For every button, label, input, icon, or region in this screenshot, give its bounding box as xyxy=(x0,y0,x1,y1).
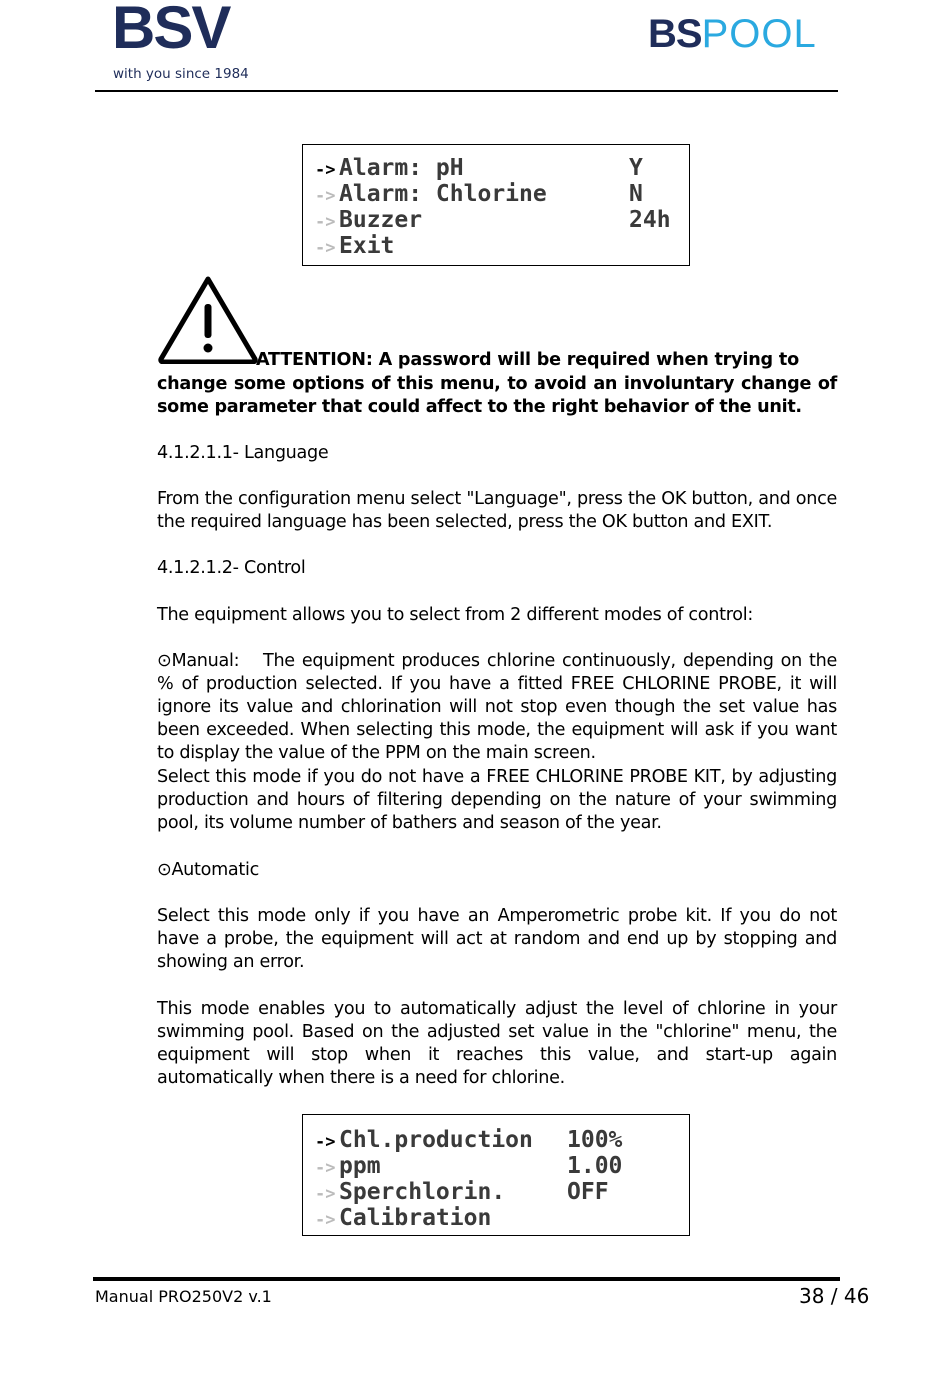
bsv-logo-text: BSV xyxy=(112,0,230,61)
warning-icon xyxy=(156,274,260,364)
footer-page-number: 38 / 46 xyxy=(799,1284,870,1308)
lcd-row-label: Calibration xyxy=(339,1205,492,1231)
attention-heading: ATTENTION: A password will be required when trying to xyxy=(256,350,799,370)
lcd-row-value: 100% xyxy=(567,1127,623,1153)
bspool-logo-pool: POOL xyxy=(701,12,817,56)
lcd-selector-arrow: -> xyxy=(315,1158,336,1178)
manual-mode-text: The equipment produces chlorine continuously, depending on the % of production selected. If you have a fitted FREE CHLORINE PROBE, it will ignore its value and chlorination will not stop even though the set value has been exceeded. When selecting this mode, the equipment will ask if you want to display the value of the PPM on the main screen. xyxy=(157,651,837,763)
lcd-row-label: ppm xyxy=(339,1153,381,1179)
manual-mode-label: ⊙Manual: xyxy=(157,651,240,671)
attention-text: change some options of this menu, to avoid an involuntary change of some parameter that could affect to the right behavior of the unit. xyxy=(157,374,837,417)
lcd-selector-arrow: -> xyxy=(315,1132,336,1152)
lcd-row xyxy=(315,1205,491,1231)
lcd-selector-arrow: -> xyxy=(315,186,336,206)
lcd-row xyxy=(315,1153,623,1179)
lcd-row-value: 1.00 xyxy=(567,1153,623,1179)
automatic-mode-text-2: This mode enables you to automatically adjust the level of chlorine in your swimming pool. Based on the adjusted set value in the "chlorine" menu, the equipment will stop when it reaches this value, and start-up again automatically when there is a need for chlorine. xyxy=(157,999,837,1088)
lcd-row-value: Y xyxy=(629,155,643,181)
bspool-logo-bs: BS xyxy=(648,12,702,56)
lcd-row xyxy=(315,1127,623,1153)
footer-manual-name: Manual PRO250V2 v.1 xyxy=(95,1287,272,1306)
manual-mode-text-2: Select this mode if you do not have a FREE CHLORINE PROBE KIT, by adjusting production and hours of filtering depending on the nature of your swimming pool, its volume number of bathers and season of the year. xyxy=(157,767,837,833)
lcd-row-label: Buzzer xyxy=(339,207,423,233)
lcd-row-label: Alarm: pH xyxy=(339,155,464,181)
header-divider xyxy=(95,90,838,92)
lcd-selector-arrow: -> xyxy=(315,1184,336,1204)
lcd-row xyxy=(315,233,394,259)
lcd-selector-arrow: -> xyxy=(315,212,336,232)
lcd-row-label: Chl.production xyxy=(339,1127,533,1153)
lcd-row-label: Exit xyxy=(339,233,395,259)
lcd-selector-arrow: -> xyxy=(315,160,336,180)
lcd-row-label: Alarm: Chlorine xyxy=(339,181,547,207)
lcd-row xyxy=(315,181,643,207)
bsv-logo-tagline: with you since 1984 xyxy=(113,66,249,82)
bspool-logo xyxy=(648,14,817,54)
automatic-mode-text-1: Select this mode only if you have an Amperometric probe kit. If you do not have a probe, the equipment will act at random and end up by stopping and showing an error. xyxy=(157,906,837,972)
lcd-selector-arrow: -> xyxy=(315,1210,336,1230)
lcd-row xyxy=(315,1179,609,1205)
automatic-mode-label: ⊙Automatic xyxy=(157,860,259,880)
language-heading: 4.1.2.1.1- Language xyxy=(157,443,329,463)
bsv-logo xyxy=(112,0,262,84)
control-heading: 4.1.2.1.2- Control xyxy=(157,558,306,578)
footer-divider xyxy=(93,1277,840,1281)
manual-mode-description xyxy=(157,650,837,765)
lcd-row xyxy=(315,155,643,181)
lcd-row-label: Sperchlorin. xyxy=(339,1179,506,1205)
lcd-row-value: 24h xyxy=(629,207,671,233)
lcd-production-menu xyxy=(302,1114,690,1236)
lcd-alarm-menu xyxy=(302,144,690,266)
lcd-selector-arrow: -> xyxy=(315,238,336,258)
control-intro: The equipment allows you to select from 2 different modes of control: xyxy=(157,605,753,625)
lcd-row xyxy=(315,207,671,233)
lcd-row-value: OFF xyxy=(567,1179,609,1205)
lcd-row-value: N xyxy=(629,181,643,207)
language-text: From the configuration menu select "Language", press the OK button, and once the required language has been selected, press the OK button and EXIT. xyxy=(157,489,837,532)
